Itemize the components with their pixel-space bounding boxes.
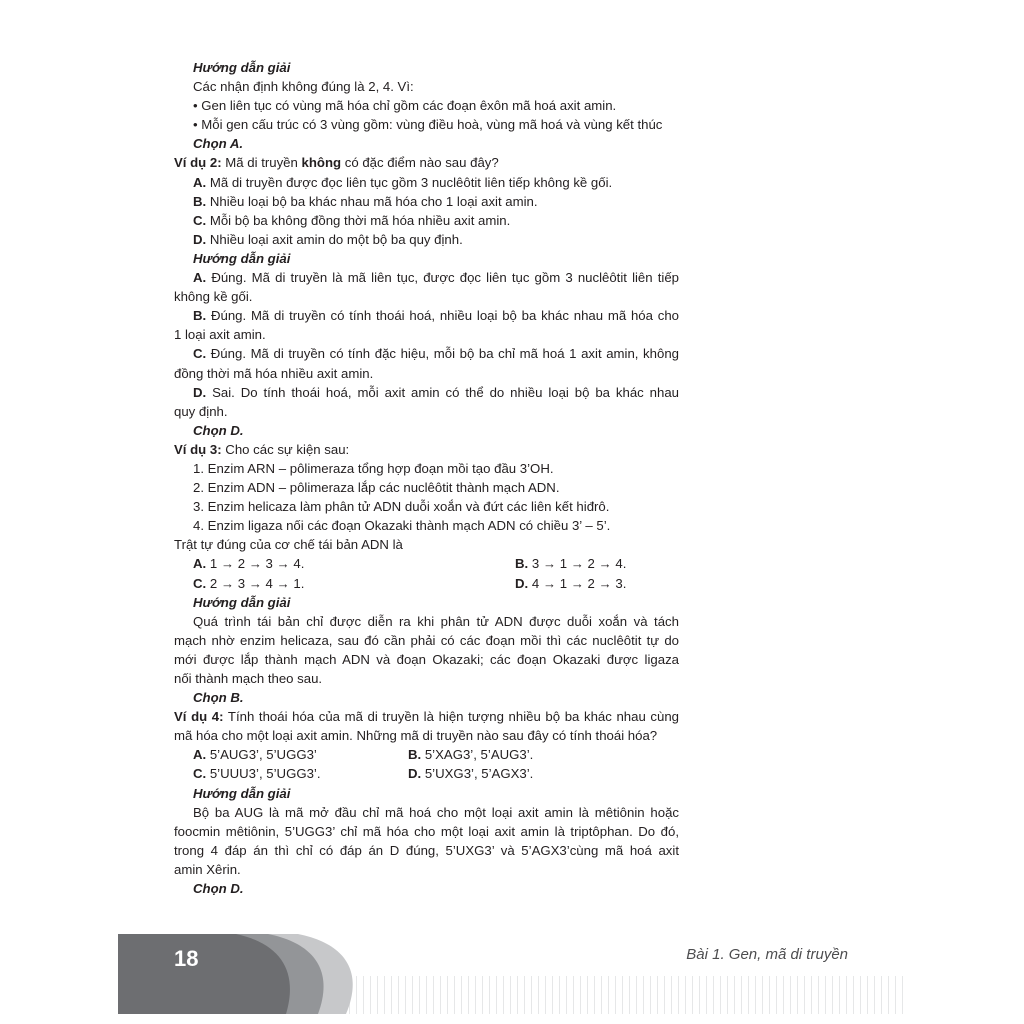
option-d: D. Nhiều loại axit amin do một bộ ba quy định.: [193, 231, 463, 247]
option-c: C. 2 → 3 → 4 → 1.: [193, 575, 305, 591]
solution-line: A. Đúng. Mã di truyền là mã liên tục, được đọc liên tục gồm 3 nuclêôtit liên tiếp: [193, 270, 679, 286]
solution-line: mới được lắp thành mạch ADN và đoạn Okazaki; các đoạn Okazaki được ligaza: [174, 651, 679, 667]
solution-line: foocmin mêtiônin, 5’UGG3’ chỉ mã hóa cho một loại axit amin là triptôphan. Do đó,: [174, 823, 679, 839]
solution-line: Bộ ba AUG là mã mở đầu chỉ mã hoá cho một loại axit amin là mêtiônin hoặc: [193, 804, 679, 820]
example-label: Ví dụ 4:: [174, 709, 224, 725]
solution-heading: Hướng dẫn giải: [193, 594, 291, 610]
solution-line: B. Đúng. Mã di truyền có tính thoái hoá, nhiều loại bộ ba khác nhau mã hóa cho: [193, 308, 679, 324]
footer-stripes: [318, 976, 908, 1014]
option-d: D. 4 → 1 → 2 → 3.: [515, 575, 627, 591]
solution-heading: Hướng dẫn giải: [193, 60, 291, 75]
answer-choice: Chọn B.: [193, 690, 244, 706]
option-c: C. Mỗi bộ ba không đồng thời mã hóa nhiều axit amin.: [193, 212, 511, 228]
example-2-question: Ví dụ 2: Mã di truyền không có đặc điểm nào sau đây?: [174, 155, 499, 171]
example-label: Ví dụ 3:: [174, 441, 222, 457]
options-row: [174, 764, 679, 783]
text-line: • Gen liên tục có vùng mã hóa chỉ gồm các đoạn êxôn mã hoá axit amin.: [193, 98, 617, 114]
event-item: 2. Enzim ADN – pôlimeraza lắp các nuclêôtit thành mạch ADN.: [193, 480, 560, 496]
answer-choice: Chọn A.: [193, 136, 244, 152]
solution-heading: Hướng dẫn giải: [193, 250, 291, 266]
event-item: 1. Enzim ARN – pôlimeraza tổng hợp đoạn mồi tạo đầu 3’OH.: [193, 460, 554, 476]
solution-line: D. Sai. Do tính thoái hoá, mỗi axit amin có thể do nhiều loại bộ ba khác nhau: [193, 384, 679, 400]
solution-line: quy định.: [174, 403, 228, 419]
option-b: B. 3 → 1 → 2 → 4.: [515, 556, 627, 572]
example-3-question: Ví dụ 3: Cho các sự kiện sau:: [174, 441, 350, 457]
option-b: B. Nhiều loại bộ ba khác nhau mã hóa cho 1 loại axit amin.: [193, 193, 538, 209]
answer-choice: Chọn D.: [193, 422, 244, 438]
option-a: A. 5’AUG3’, 5’UGG3’: [193, 747, 317, 763]
solution-line: amin Xêrin.: [174, 861, 241, 877]
chapter-title: Bài 1. Gen, mã di truyền: [686, 946, 848, 963]
example-label: Ví dụ 2:: [174, 155, 222, 171]
solution-line: mạch nhờ enzim helicaza, sau đó cần phải có các đoạn mồi thì các nuclêôtit tự do: [174, 632, 679, 648]
footer-wave-dark: [118, 934, 290, 1014]
solution-heading: Hướng dẫn giải: [193, 785, 291, 801]
options-row: [174, 745, 679, 764]
option-c: C. 5’UUU3’, 5’UGG3’.: [193, 766, 321, 782]
solution-line: 1 loại axit amin.: [174, 327, 266, 343]
option-b: B. 5’XAG3’, 5’AUG3’.: [408, 747, 534, 763]
solution-line: trong 4 đáp án thì chỉ có đáp án D đúng, 5’UXG3’ và 5’AGX3’cùng mã hoá axit: [174, 842, 679, 858]
event-item: 3. Enzim helicaza làm phân tử ADN duỗi xoắn và đứt các liên kết hiđrô.: [193, 499, 610, 515]
solution-line: nối thành mạch theo sau.: [174, 671, 323, 686]
text-line: • Mỗi gen cấu trúc có 3 vùng gồm: vùng điều hoà, vùng mã hoá và vùng kết thúc: [193, 117, 663, 133]
option-d: D. 5’UXG3’, 5’AGX3’.: [408, 766, 534, 782]
solution-line: không kề gối.: [174, 289, 253, 305]
solution-line: C. Đúng. Mã di truyền có tính đặc hiệu, mỗi bộ ba chỉ mã hoá 1 axit amin, không: [193, 346, 679, 362]
option-a: A. 1 → 2 → 3 → 4.: [193, 556, 305, 572]
text-line: mã hóa cho một loại axit amin. Những mã di truyền nào sau đây có tính thoái hóa?: [174, 728, 658, 744]
options-row: [174, 574, 679, 593]
example-4-question: Ví dụ 4: Tính thoái hóa của mã di truyền là hiện tượng nhiều bộ ba khác nhau cùng: [174, 709, 679, 725]
page-content: [174, 58, 679, 898]
text-line: Trật tự đúng của cơ chế tái bản ADN là: [174, 537, 403, 553]
solution-line: đồng thời mã hóa nhiều axit amin.: [174, 365, 374, 381]
options-row: [174, 554, 679, 573]
page-number: 18: [174, 946, 199, 971]
solution-line: Quá trình tái bản chỉ được diễn ra khi phân tử ADN được duỗi xoắn và tách: [193, 613, 679, 629]
answer-choice: Chọn D.: [193, 881, 244, 897]
event-item: 4. Enzim ligaza nối các đoạn Okazaki thành mạch ADN có chiều 3’ – 5’.: [193, 518, 611, 534]
text-line: Các nhận định không đúng là 2, 4. Vì:: [193, 79, 414, 95]
option-a: A. Mã di truyền được đọc liên tục gồm 3 nuclêôtit liên tiếp không kề gối.: [193, 174, 613, 190]
